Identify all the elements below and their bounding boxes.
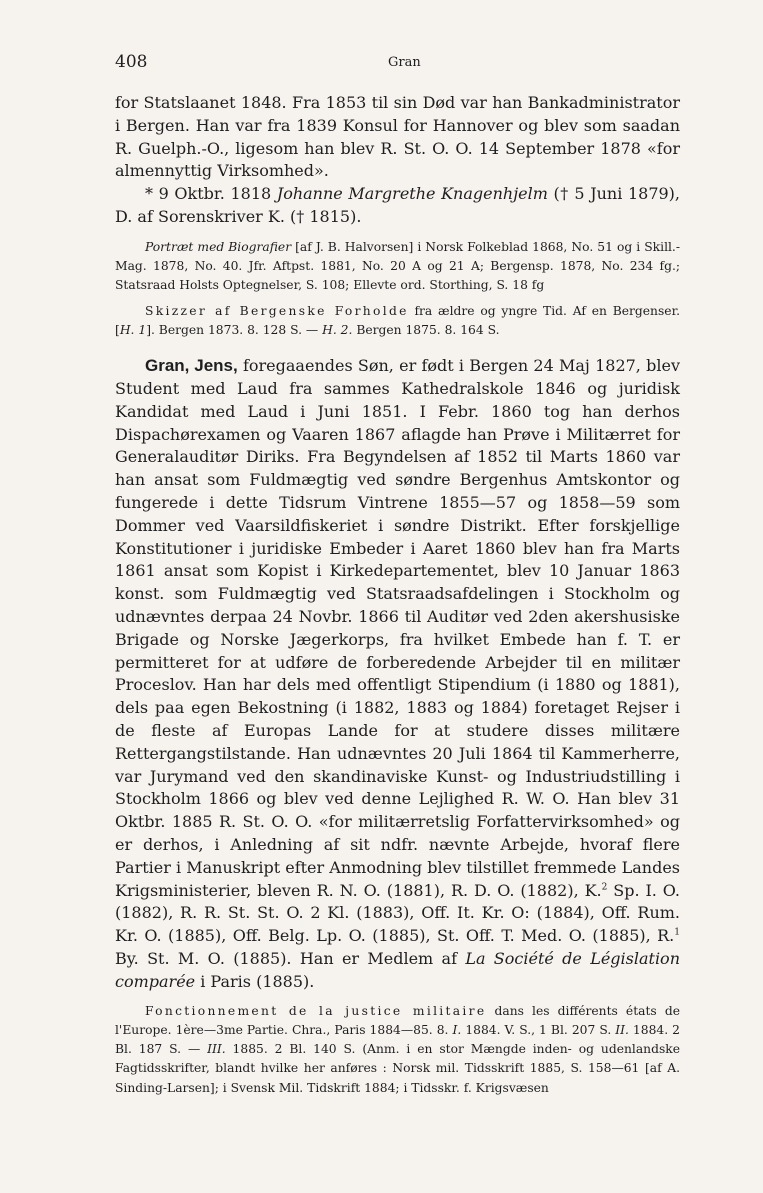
spouse-name: Johanne Margrethe Knagenhjelm	[276, 184, 548, 204]
marriage-paragraph	[115, 183, 680, 229]
entry-text: Sp. I. O. (1882), R. R. St. St. O. 2 Kl. (1883), Off. It. Kr. O: (1884), Off. Rum. Kr. O. (1885), Off. Belg. Lp. O. (1885), St. Off. T. Med. O. (1885), R.	[115, 880, 681, 946]
work-volume: II.	[615, 1022, 629, 1037]
text-block	[115, 92, 680, 1098]
work-text: 1885. 2 Bl. 140 S. (Anm. i en stor Mængde inden- og udenlandske Fagtidsskrifter, blandt hvilke her anføres : Norsk mil. Tidsskrift 1885, S. 158—61 [af A. Sinding-Larsen]; i Svensk Mil. Tidskrift 1884; i Tidsskr. f. Krigsvæsen	[115, 1042, 680, 1095]
works-list	[115, 1002, 680, 1098]
marriage-date: * 9 Oktbr. 1818	[145, 184, 277, 204]
entry-name: Gran, Jens,	[145, 356, 238, 376]
reference-text: [af J. B. Halvorsen] i Norsk Folkeblad 1868, No. 51 og i Skill.-Mag. 1878, No. 40. Jfr. Aftpst. 1881, No. 20 A og 21 A; Bergensp. 1878, No. 234 fg.; Statsraad Holsts Optegnelser, S. 108; Ellevte ord. Storthing, S. 18 fg	[115, 239, 680, 293]
entry-text: i Paris (1885).	[195, 971, 315, 991]
work-text: ]. Bergen 1873. 8. 128 S. —	[146, 322, 323, 337]
entry-text: By. St. M. O. (1885). Han er Medlem af	[115, 948, 466, 968]
prev-entry-paragraph: for Statslaanet 1848. Fra 1853 til sin Død var han Bankadministrator i Bergen. Han var fra 1839 Konsul for Hannover og blev som saadan R. Guelph.-O., ligesom han blev R. St. O. O. 14 September 1878 «for almennyttig Virksomhed».	[115, 93, 680, 181]
work-volume: I.	[452, 1022, 462, 1037]
work-text: Bergen 1875. 8. 164 S.	[352, 322, 500, 337]
work-text: 1884. 2 Bl. 187 S. —	[115, 1022, 680, 1057]
order-class: 1	[674, 927, 680, 938]
work-text: 1884. V. S., 1 Bl. 207 S.	[461, 1022, 616, 1037]
page-number: 408	[115, 52, 148, 72]
work-volume: H. 1	[119, 322, 147, 337]
work-title: Fonctionnement de la justice militaire	[145, 1003, 487, 1018]
work-text: fra ældre og yngre Tid. Af en Bergenser. [	[115, 303, 680, 337]
reference-skizzer	[115, 302, 680, 341]
page-header	[115, 52, 663, 76]
entry-text: foregaaendes Søn, er født i Bergen 24 Maj 1827, blev Student med Laud fra sammes Kathedralskole 1846 og juridisk Kandidat med Laud i Juni 1851. I Febr. 1860 tog han derhos Dispachørexamen og Vaaren 1867 aflagde han Prøve i Militærret for Generalauditør Diriks. Fra Begyndelsen af 1852 til Marts 1860 var han ansat som Fuldmægtig ved søndre Bergenhus Amtskontor og fungerede i dette Tidsrum Vintrene 1855—57 og 1858—59 som Dommer ved Vaarsildfiskeriet i søndre Distrikt. Efter forskjellige Konstitutioner i juridiske Embeder i Aaret 1860 blev han fra Marts 1861 ansat som Kopist i Kirkedepartementet, blev 10 Januar 1863 konst. som Fuldmægtig ved Statsraadsafdelingen i Stockholm og udnævntes derpaa 24 Novbr. 1866 til Auditør ved 2den akershusiske Brigade og Norske Jægerkorps, fra hvilket Embede han f. T. er permitteret for at udføre de forberedende Arbejder til en militær Proceslov. Han har dels med offentligt Stipendium (i 1880 og 1881), dels paa egen Bekostning (i 1882, 1883 og 1884) foretaget Rejser i de fleste af Europas Lande for at studere disses militære Rettergangstilstande. Han udnævntes 20 Juli 1864 til Kammerherre, var Jurymand ved den skandinaviske Kunst- og Industriudstilling i Stockholm 1866 og blev ved denne Lejlighed R. W. O. Han blev 31 Oktbr. 1885 R. St. O. O. «for militærretslig Forfattervirksomhed» og er derhos, i Anledning af sit ndfr. nævnte Arbejde, hvoraf flere Partier i Manuskript efter Anmodning blev tilstillet fremmede Landes Krigsministerier, bleven R. N. O. (1881), R. D. O. (1882), K.	[115, 356, 680, 900]
reference-portrait	[115, 238, 680, 296]
work-volume: H. 2.	[322, 322, 353, 337]
reference-label: Portræt med Biografier	[145, 239, 292, 254]
society-name: La Société de Législation comparée	[115, 948, 680, 991]
running-head: Gran	[388, 55, 421, 70]
order-class: 2	[601, 882, 608, 893]
work-title: Skizzer af Bergenske Forholde	[145, 303, 409, 318]
marriage-details: († 5 Juni 1879), D. af Sorenskriver K. († 1815).	[115, 184, 681, 226]
entry-gran-jens	[115, 355, 680, 993]
work-text: dans les différents états de l'Europe. 1ère—3me Partie. Chra., Paris 1884—85. 8.	[115, 1003, 680, 1037]
work-volume: III.	[207, 1042, 226, 1057]
